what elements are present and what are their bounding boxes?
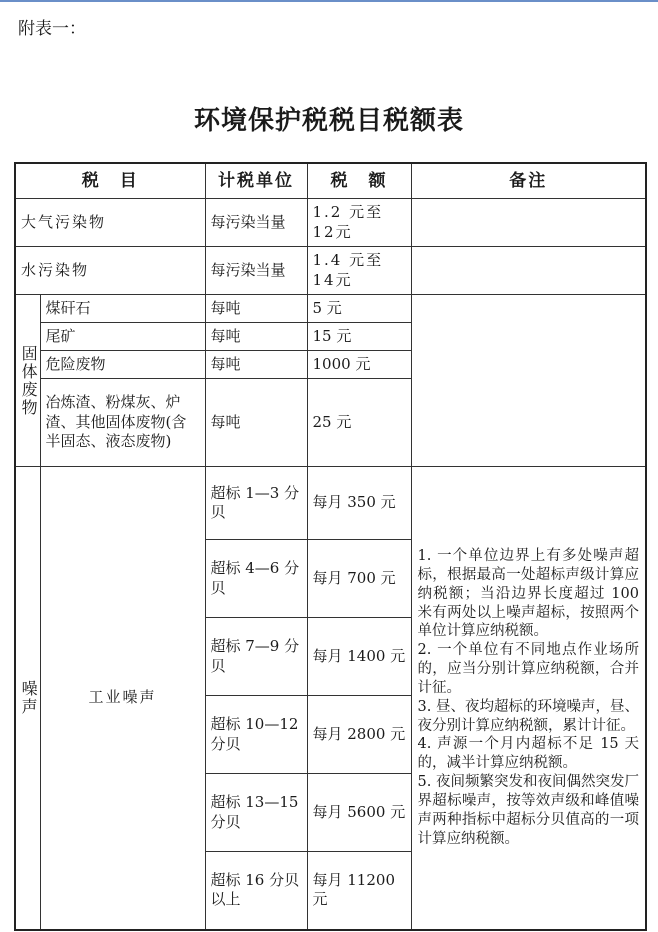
- cell-unit: 每吨: [205, 379, 307, 467]
- table-row-noise: [15, 467, 646, 540]
- cell-unit: 每吨: [205, 295, 307, 323]
- cell-note: [411, 199, 646, 247]
- noise-notes: [411, 467, 646, 930]
- table-row-solid: [15, 295, 646, 323]
- page-title: 环境保护税税目税额表: [193, 106, 464, 136]
- note-item: 1. 一个单位边界上有多处噪声超标，根据最高一处超标声级计算应纳税额；当沿边界长度超过 100 米有两处以上噪声超标，按照两个单位计算应纳税额。: [417, 548, 639, 640]
- cell-unit: 超标 7—9 分贝: [205, 618, 307, 696]
- cell-item-industrial-noise: 工业噪声: [40, 467, 205, 930]
- note-item: 2. 一个单位有不同地点作业场所的，应当分别计算应纳税额，合并计征。: [417, 642, 639, 696]
- header-unit: 计税单位: [205, 163, 307, 199]
- cell-amount: 每月 2800 元: [307, 696, 411, 774]
- cell-unit: 每吨: [205, 351, 307, 379]
- cell-unit: 超标 13—15 分贝: [205, 774, 307, 852]
- header-note: 备注: [411, 163, 646, 199]
- cell-amount: 每月 1400 元: [307, 618, 411, 696]
- attachment-label: 附表一：: [18, 19, 86, 39]
- table-row-air: [15, 199, 646, 247]
- cell-item: 危险废物: [40, 351, 205, 379]
- cell-item: 水污染物: [15, 247, 205, 295]
- cell-amount: 1000 元: [307, 351, 411, 379]
- cell-note: [411, 247, 646, 295]
- note-item: 5. 夜间频繁突发和夜间偶然突发厂界超标噪声，按等效声级和峰值噪声两种指标中超标分贝值高的一项计算应纳税额。: [417, 774, 639, 847]
- note-item: 4. 声源一个月内超标不足 15 天的，减半计算应纳税额。: [417, 736, 639, 772]
- cell-unit: 超标 10—12 分贝: [205, 696, 307, 774]
- cell-unit: 超标 1—3 分贝: [205, 467, 307, 540]
- cell-amount: 每月 11200 元: [307, 852, 411, 930]
- cell-item: 冶炼渣、粉煤灰、炉渣、其他固体废物(含半固态、液态废物): [40, 379, 205, 467]
- cell-amount: 每月 700 元: [307, 540, 411, 618]
- cell-amount: 1.2 元至12元: [307, 199, 411, 247]
- table-header-row: [15, 163, 646, 199]
- cell-item: 大气污染物: [15, 199, 205, 247]
- cell-amount: 5 元: [307, 295, 411, 323]
- header-item: 税 目: [15, 163, 205, 199]
- cell-amount: 1.4 元至14元: [307, 247, 411, 295]
- cell-amount: 每月 5600 元: [307, 774, 411, 852]
- group-noise: 噪声: [15, 467, 40, 930]
- cell-unit: 每吨: [205, 323, 307, 351]
- top-border-line: [0, 0, 658, 2]
- cell-unit: 每污染当量: [205, 199, 307, 247]
- cell-unit: 超标 4—6 分贝: [205, 540, 307, 618]
- cell-item: 尾矿: [40, 323, 205, 351]
- cell-unit: 每污染当量: [205, 247, 307, 295]
- cell-unit: 超标 16 分贝以上: [205, 852, 307, 930]
- cell-amount: 25 元: [307, 379, 411, 467]
- group-solid-waste: 固体废物: [15, 295, 40, 467]
- note-item: 3. 昼、夜均超标的环境噪声，昼、夜分别计算应纳税额，累计计征。: [417, 698, 639, 734]
- cell-item: 煤矸石: [40, 295, 205, 323]
- tax-rate-table: [14, 162, 647, 931]
- cell-amount: 15 元: [307, 323, 411, 351]
- cell-note: [411, 295, 646, 467]
- header-amount: 税 额: [307, 163, 411, 199]
- cell-amount: 每月 350 元: [307, 467, 411, 540]
- table-row-water: [15, 247, 646, 295]
